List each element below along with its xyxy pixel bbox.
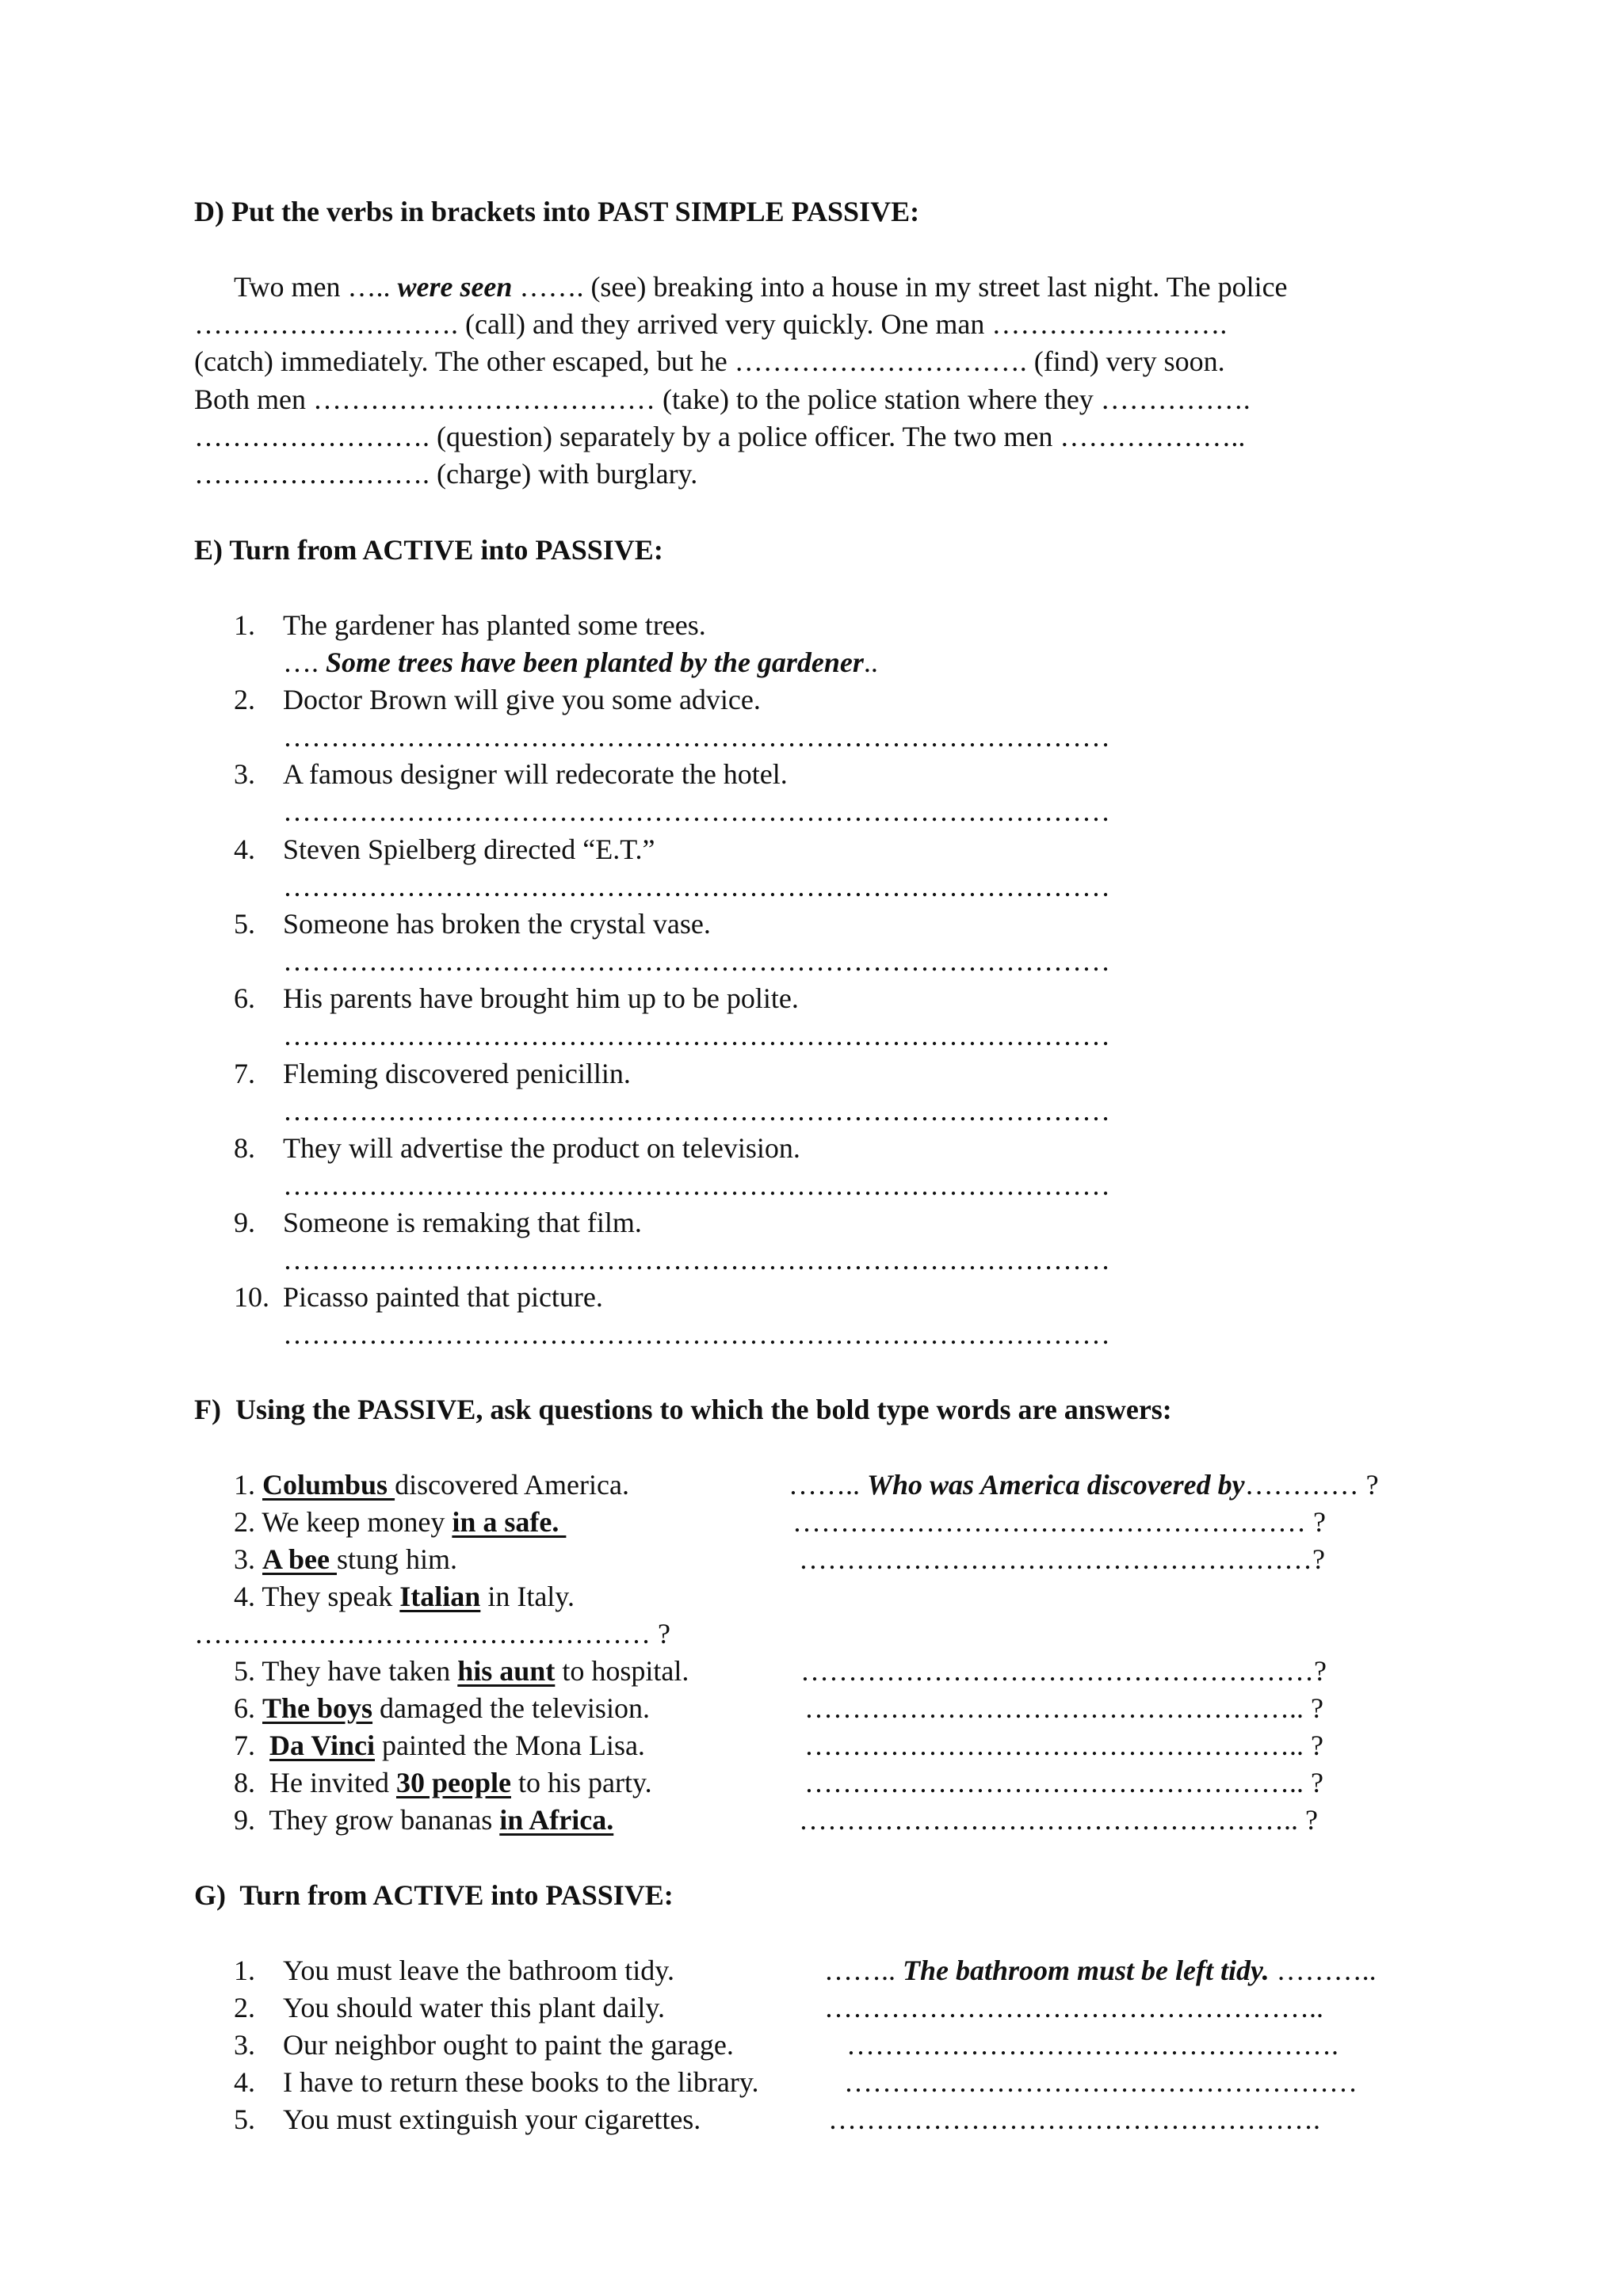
section-d-line-4: Both men ……………………………… (take) to the police station where they ……………. — [194, 383, 1251, 415]
item-text-c: stung him. — [337, 1543, 458, 1575]
section-f-item-5-blank[interactable]: ………………………………………………? — [800, 1655, 1327, 1687]
section-g-sample-answer: The bathroom must be left tidy. — [903, 1955, 1270, 1986]
item-text-a — [262, 1730, 269, 1761]
section-d-line-1-post: ……. (see) breaking into a house in my street last night. The police — [512, 271, 1288, 303]
section-d-line-3: (catch) immediately. The other escaped, but he …………………………. (find) very soon. — [194, 345, 1225, 377]
section-e-item-9-blank[interactable]: …………………………………………………………………………… — [283, 1244, 1110, 1276]
bold-answer-word: Italian — [399, 1581, 481, 1612]
item-number: 4. — [234, 1581, 255, 1612]
bold-answer-word: his aunt — [457, 1655, 556, 1687]
section-g-item-4-blank[interactable]: ……………………………………………… — [844, 2066, 1358, 2098]
answer-suffix: ……….. — [1269, 1955, 1377, 1986]
section-e-item-5-blank[interactable]: …………………………………………………………………………… — [283, 945, 1110, 977]
item-text-a: We keep money — [262, 1506, 453, 1538]
section-f-item-3 — [234, 1540, 457, 1578]
item-sentence: Steven Spielberg directed “E.T.” — [283, 833, 655, 865]
item-number: 2. — [234, 1992, 255, 2023]
section-d-heading: D) Put the verbs in brackets into PAST SIMPLE PASSIVE: — [194, 196, 920, 227]
item-number: 5. — [234, 2103, 255, 2135]
item-text-a: They speak — [262, 1581, 400, 1612]
item-number: 10. — [234, 1281, 269, 1313]
section-f-item-4 — [234, 1577, 575, 1615]
item-number: 7. — [234, 1730, 255, 1761]
section-d-line-1 — [234, 268, 1288, 306]
section-e-heading: E) Turn from ACTIVE into PASSIVE: — [194, 534, 663, 566]
item-text-c: discovered America. — [395, 1469, 629, 1501]
bold-answer-word: The boys — [262, 1692, 373, 1724]
item-number: 8. — [234, 1132, 255, 1164]
item-sentence: Someone is remaking that film. — [283, 1207, 642, 1238]
section-e-item-10-blank[interactable]: …………………………………………………………………………… — [283, 1318, 1110, 1350]
section-e-item-1-answer — [283, 643, 878, 681]
answer-suffix: .. — [863, 646, 878, 678]
item-sentence: Doctor Brown will give you some advice. — [283, 684, 761, 715]
section-f-item-2-blank[interactable]: ……………………………………………… ? — [792, 1506, 1326, 1538]
section-e-item-3-blank[interactable]: …………………………………………………………………………… — [283, 795, 1110, 827]
item-sentence: Fleming discovered penicillin. — [283, 1058, 631, 1089]
item-sentence: His parents have brought him up to be polite. — [283, 982, 799, 1014]
answer-prefix: …….. — [824, 1955, 903, 1986]
answer-prefix: …. — [283, 646, 326, 678]
item-number: 6. — [234, 982, 255, 1014]
item-number: 8. — [234, 1767, 255, 1798]
answer-prefix: …….. — [789, 1469, 867, 1501]
item-number: 3. — [234, 1543, 255, 1575]
section-f-item-4-blank[interactable]: ………………………………………… ? — [194, 1618, 670, 1650]
item-number: 2. — [234, 684, 255, 715]
item-sentence: Picasso painted that picture. — [283, 1281, 603, 1313]
section-f-item-8 — [234, 1764, 652, 1802]
section-g-item-5-blank[interactable]: ……………………………………………. — [828, 2103, 1320, 2135]
section-f-item-3-blank[interactable]: ………………………………………………? — [799, 1543, 1325, 1575]
item-number: 5. — [234, 908, 255, 940]
section-f-item-1-answer — [789, 1466, 1379, 1504]
section-f-heading: F) Using the PASSIVE, ask questions to which the bold type words are answers: — [194, 1394, 1172, 1425]
bold-answer-word: 30 people — [395, 1767, 511, 1798]
section-e-item-4-blank[interactable]: …………………………………………………………………………… — [283, 871, 1110, 902]
item-text-c: damaged the television. — [372, 1692, 650, 1724]
item-text-c: to hospital. — [555, 1655, 689, 1687]
section-g-item-1-answer — [824, 1951, 1377, 1989]
item-number: 7. — [234, 1058, 255, 1089]
section-f-item-9-blank[interactable]: …………………………………………….. ? — [799, 1804, 1318, 1836]
section-f-item-9 — [234, 1801, 613, 1839]
item-sentence: They will advertise the product on television. — [283, 1132, 800, 1164]
item-number: 9. — [234, 1804, 255, 1836]
section-f-item-6-blank[interactable]: …………………………………………….. ? — [804, 1692, 1323, 1724]
item-text-a: He invited — [262, 1767, 396, 1798]
section-f-item-6 — [234, 1689, 650, 1727]
item-sentence: The gardener has planted some trees. — [283, 609, 706, 641]
bold-answer-word: Da Vinci — [269, 1730, 376, 1761]
section-e-sample-answer: Some trees have been planted by the gardener — [326, 646, 864, 678]
item-number: 4. — [234, 833, 255, 865]
item-number: 6. — [234, 1692, 255, 1724]
item-number: 3. — [234, 2029, 255, 2061]
bold-answer-word: in Africa. — [499, 1804, 614, 1836]
item-sentence: You must leave the bathroom tidy. — [283, 1955, 674, 1986]
section-d-line-1-pre: Two men ….. — [234, 271, 398, 303]
item-number: 1. — [234, 609, 255, 641]
bold-answer-word: A bee — [262, 1543, 337, 1575]
section-f-item-1 — [234, 1466, 629, 1504]
item-text-c: to his party. — [510, 1767, 652, 1798]
item-sentence: I have to return these books to the library. — [283, 2066, 759, 2098]
section-g-item-3-blank[interactable]: ……………………………………………. — [846, 2029, 1338, 2061]
bold-answer-word: in a safe. — [452, 1506, 567, 1538]
section-d-line-6: ……………………. (charge) with burglary. — [194, 458, 698, 490]
item-text-c: painted the Mona Lisa. — [375, 1730, 645, 1761]
item-number: 1. — [234, 1469, 255, 1501]
section-f-item-7 — [234, 1726, 645, 1764]
section-f-item-7-blank[interactable]: …………………………………………….. ? — [804, 1730, 1323, 1761]
section-g-item-2-blank[interactable]: …………………………………………….. — [824, 1992, 1323, 2023]
item-number: 1. — [234, 1955, 255, 1986]
item-text-c: in Italy. — [480, 1581, 575, 1612]
item-sentence: You must extinguish your cigarettes. — [283, 2103, 701, 2135]
section-d-line-5: ……………………. (question) separately by a police officer. The two men ……………….. — [194, 421, 1246, 452]
item-number: 9. — [234, 1207, 255, 1238]
answer-suffix: ………… ? — [1244, 1469, 1379, 1501]
section-f-item-8-blank[interactable]: …………………………………………….. ? — [804, 1767, 1323, 1798]
section-f-item-2 — [234, 1503, 566, 1541]
item-number: 2. — [234, 1506, 255, 1538]
item-text-a: They grow bananas — [262, 1804, 500, 1836]
item-sentence: A famous designer will redecorate the hotel. — [283, 758, 788, 790]
item-sentence: Our neighbor ought to paint the garage. — [283, 2029, 734, 2061]
item-sentence: Someone has broken the crystal vase. — [283, 908, 711, 940]
item-number: 4. — [234, 2066, 255, 2098]
section-f-sample-answer: Who was America discovered by — [867, 1469, 1245, 1501]
section-d-line-2: ………………………. (call) and they arrived very quickly. One man ……………………. — [194, 308, 1228, 340]
bold-answer-word: Columbus — [262, 1469, 395, 1501]
item-sentence: You should water this plant daily. — [283, 1992, 665, 2023]
section-e-item-8-blank[interactable]: …………………………………………………………………………… — [283, 1169, 1110, 1201]
item-number: 3. — [234, 758, 255, 790]
section-e-item-2-blank[interactable]: …………………………………………………………………………… — [283, 721, 1110, 753]
section-g-heading: G) Turn from ACTIVE into PASSIVE: — [194, 1879, 674, 1911]
section-f-item-5 — [234, 1652, 689, 1690]
item-number: 5. — [234, 1655, 255, 1687]
section-e-item-7-blank[interactable]: …………………………………………………………………………… — [283, 1095, 1110, 1127]
section-d-sample-answer: were seen — [397, 271, 513, 303]
item-text-a: They have taken — [262, 1655, 458, 1687]
section-e-item-6-blank[interactable]: …………………………………………………………………………… — [283, 1020, 1110, 1051]
